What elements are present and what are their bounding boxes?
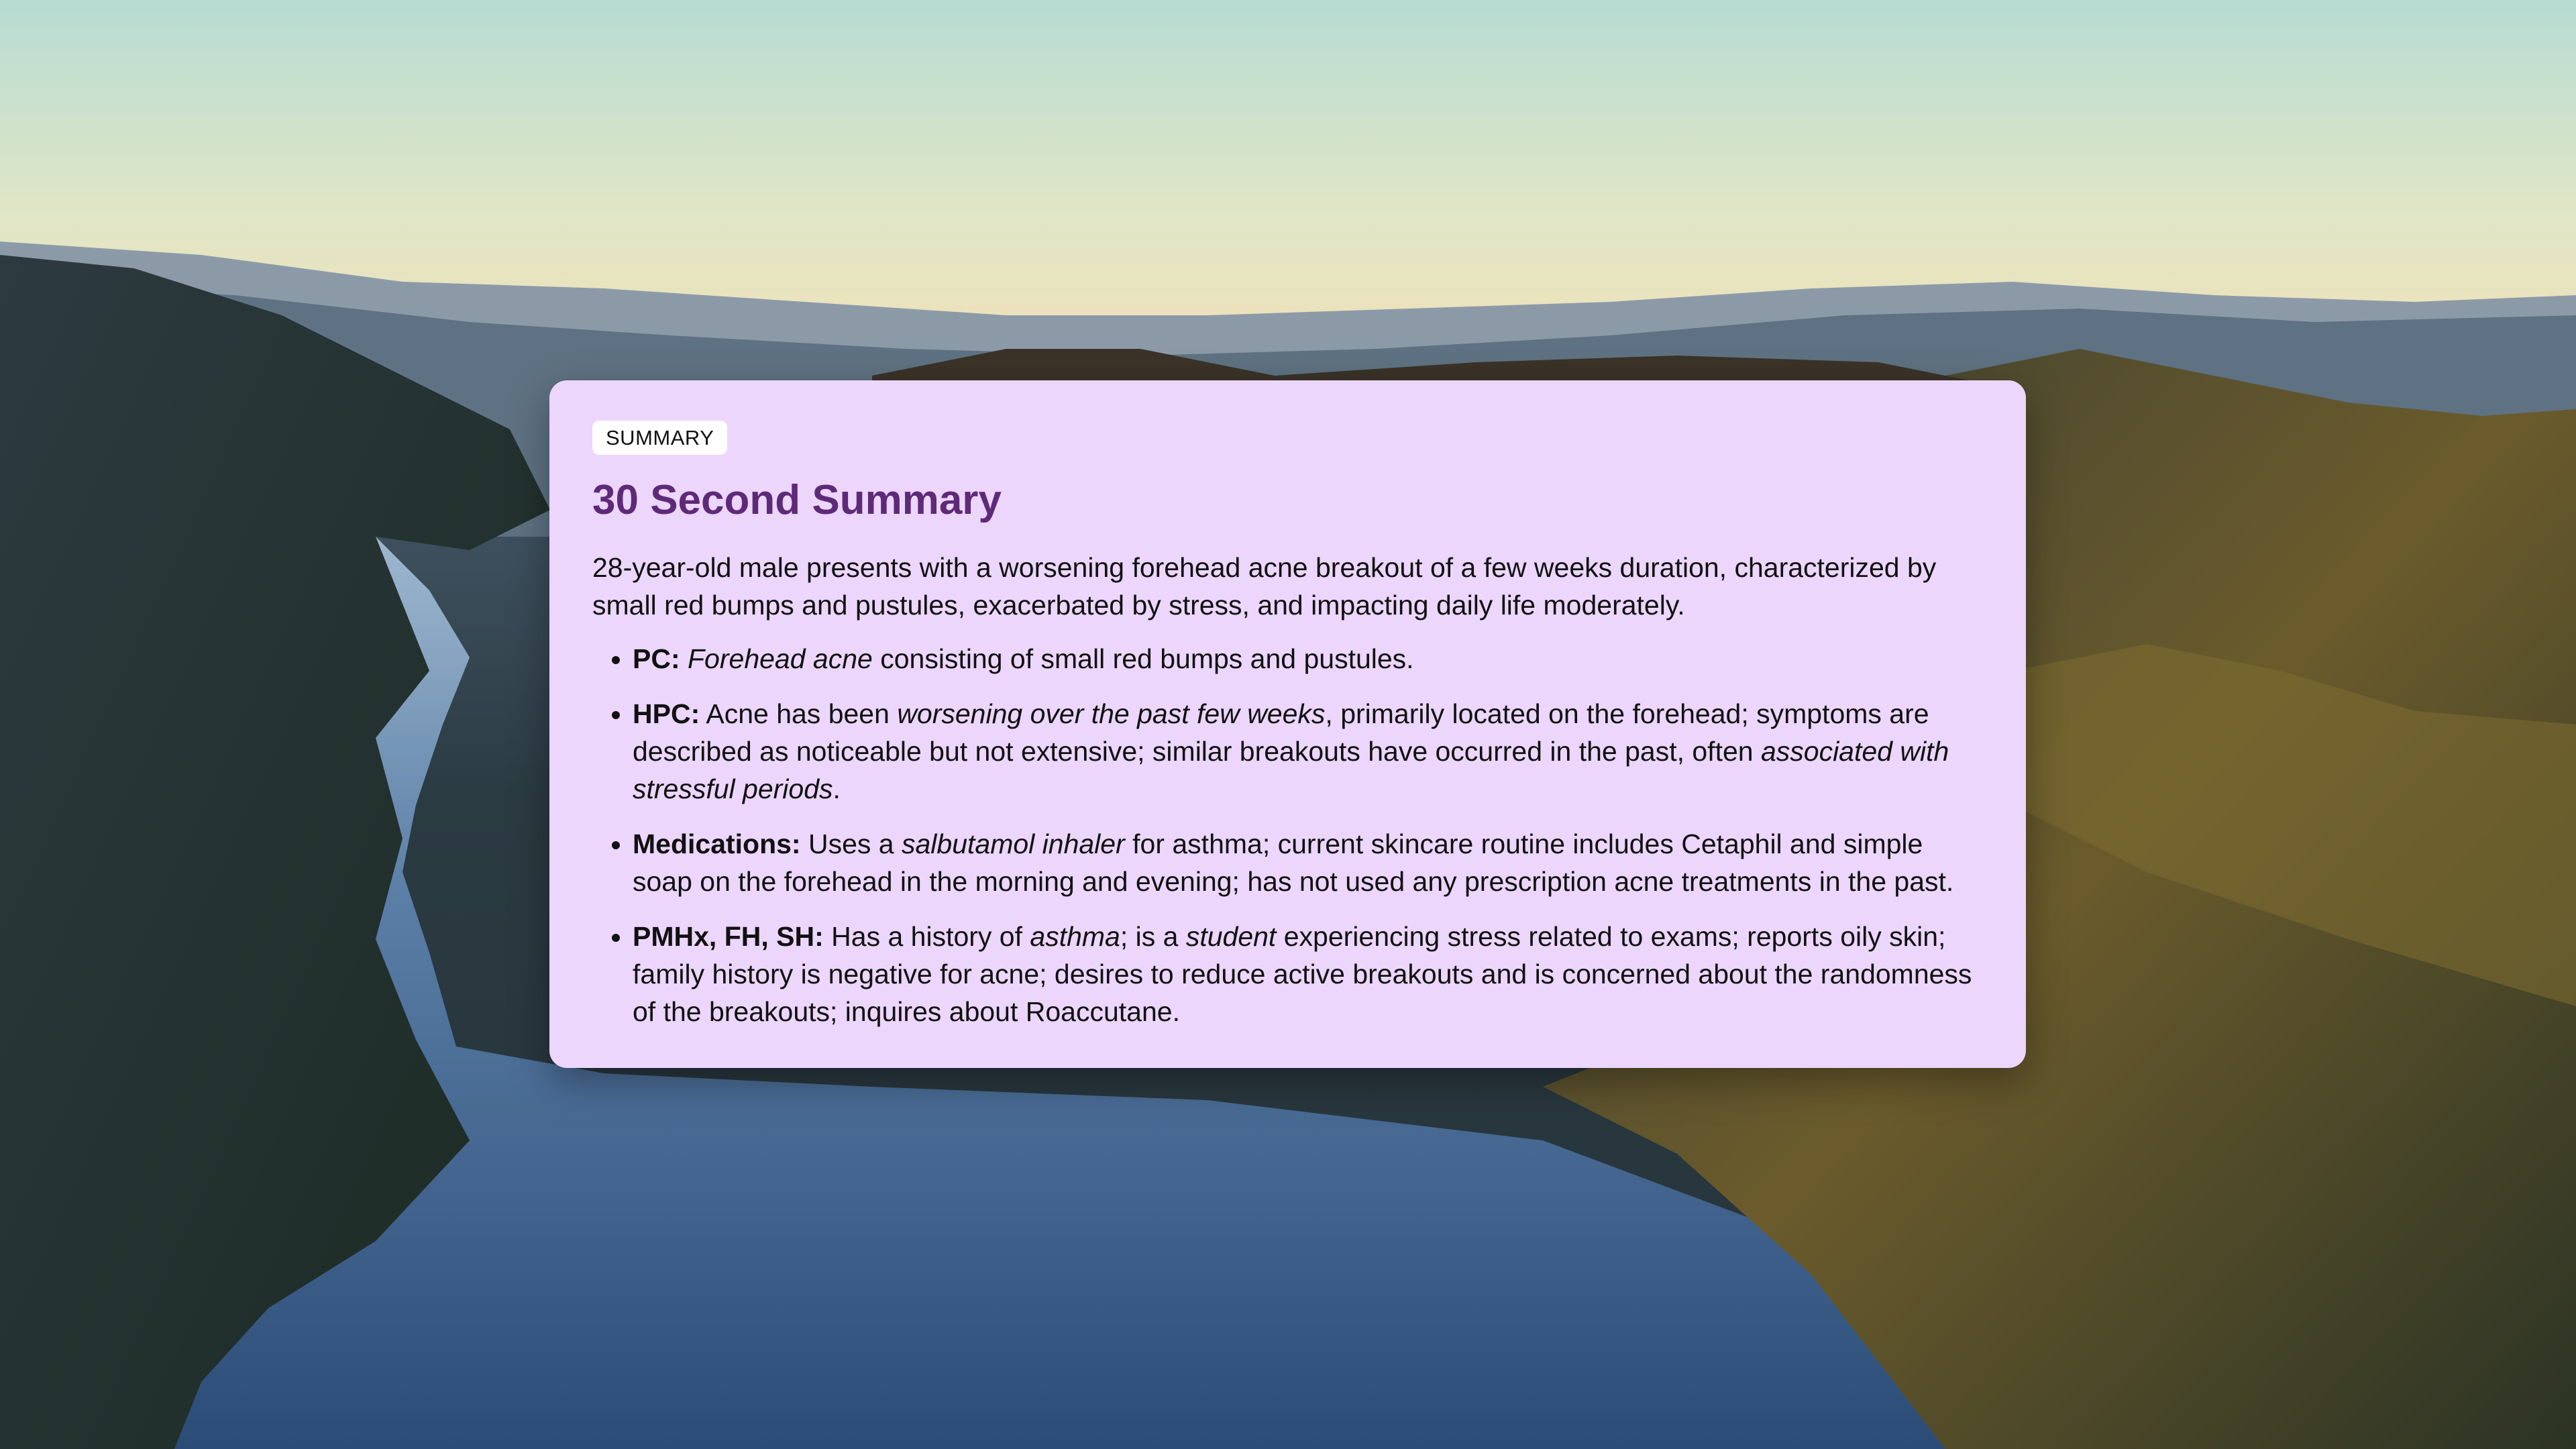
point-text: salbutamol inhaler bbox=[902, 828, 1125, 859]
point-label: HPC: bbox=[633, 698, 700, 729]
point-text: Forehead acne bbox=[688, 643, 873, 674]
point-text: ; is a bbox=[1120, 921, 1186, 952]
point-label: Medications: bbox=[633, 828, 801, 859]
summary-card bbox=[549, 380, 2026, 1068]
point-text: Acne has been bbox=[706, 698, 898, 729]
point-text: Has a history of bbox=[831, 921, 1030, 952]
point-text: for asthma; current skincare routine includes Cetaphil and simple soap on the forehead in the morning and evening; has not used any prescription acne treatments in the past. bbox=[633, 828, 1954, 897]
point-text: worsening over the past few weeks bbox=[897, 698, 1326, 729]
point-label: PMHx, FH, SH: bbox=[633, 921, 824, 952]
summary-points-list bbox=[592, 640, 1984, 1030]
point-text: experiencing stress related to exams; reports oily skin; family history is negative for acne; desires to reduce active breakouts and is concerned about the randomness of the breakouts; inquires about Roaccutane. bbox=[633, 921, 1972, 1027]
summary-point-medications bbox=[633, 825, 1984, 900]
point-text: , primarily located on the forehead; symptoms are described as noticeable but not extensive; similar breakouts have occurred in the past, often bbox=[633, 698, 1929, 767]
point-text: consisting of small red bumps and pustules. bbox=[872, 643, 1414, 674]
summary-title: 30 Second Summary bbox=[592, 477, 1002, 523]
point-text: student bbox=[1185, 921, 1277, 952]
point-text: associated with stressful periods bbox=[633, 736, 1949, 804]
point-label: PC: bbox=[633, 643, 680, 674]
summary-point-hpc bbox=[633, 695, 1984, 808]
summary-intro: 28-year-old male presents with a worsening forehead acne breakout of a few weeks duration, characterized by small red bumps and pustules, exacerbated by stress, and impacting daily life moderately. bbox=[592, 552, 1937, 621]
summary-point-pc bbox=[633, 640, 1984, 678]
summary-badge: SUMMARY bbox=[592, 421, 727, 455]
point-text: Uses a bbox=[808, 828, 902, 859]
point-text: asthma bbox=[1030, 921, 1120, 952]
point-text: . bbox=[833, 773, 841, 804]
summary-point-pmhx-fh-sh bbox=[633, 918, 1984, 1030]
